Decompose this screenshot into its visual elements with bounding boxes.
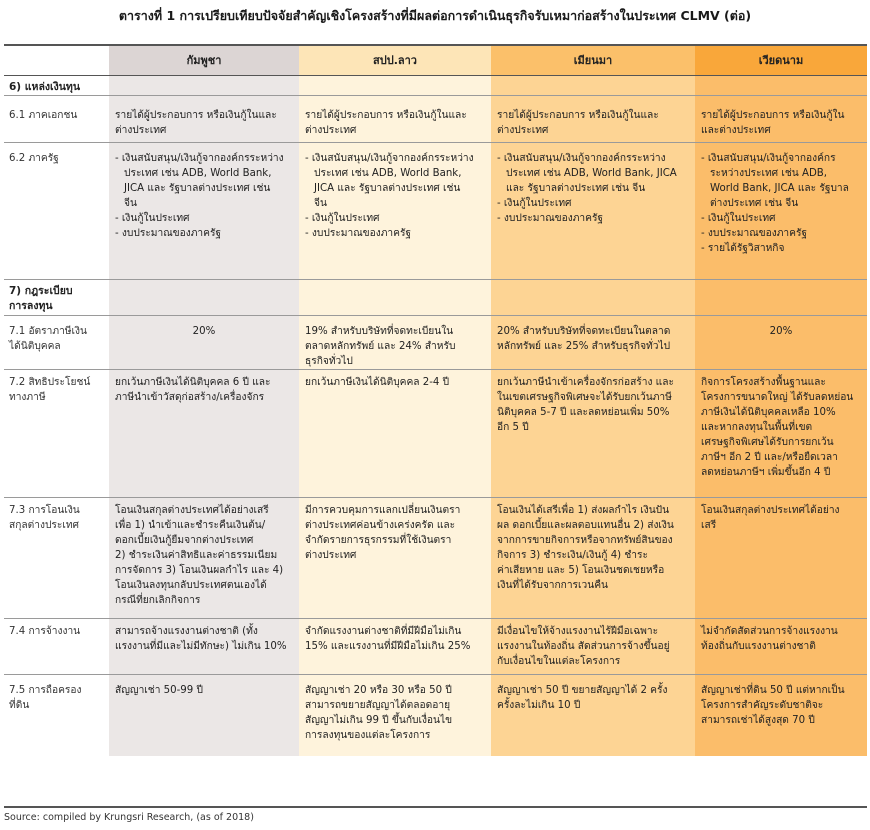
cell-text-line: เพื่อ 1) นำเข้าและชำระคืนเงินต้น/ [115,519,266,531]
cell-text-line: กับเงื่อนไขในแต่ละโครงการ [497,655,621,667]
cell-myanmar [491,95,695,142]
cell-text-line: ครั้งละไม่เกิน 10 ปี [497,699,581,711]
cell-text-line: กรณีที่ยกเลิกกิจการ [115,594,201,606]
header-myanmar: เมียนมา [491,45,695,75]
row-label-line: 7.5 การถือครอง [9,684,82,696]
cell-text-line: - เงินกู้ในประเทศ [701,212,776,224]
cell-cambodia [109,674,299,756]
table-row [4,497,867,618]
row-label-line: 7.4 การจ้างงาน [9,625,81,637]
cell-text-line: ธุรกิจทั่วไป [305,355,353,367]
cell-text-line: โครงการสำคัญระดับชาติจะ [701,699,824,711]
header-laos: สปป.ลาว [299,45,491,75]
cell-myanmar [491,497,695,618]
cell-text-line: รายได้ผู้ประกอบการ หรือเงินกู้ใน [701,109,845,121]
cell-text-line: และต่างประเทศ [701,124,771,136]
table-row [4,618,867,674]
cell-text-line: 20% [769,325,793,337]
cell-text-line: ระหว่างประเทศ เช่น ADB, [710,167,828,179]
cell-text-line: สัญญาไม่เกิน 99 ปี ขึ้นกับเงื่อนไข [305,714,453,726]
table-row [4,142,867,279]
table-header-row [4,45,867,75]
section-heading-filler [299,75,491,95]
cell-text-line: จีน [124,197,137,209]
cell-text-line: รายได้ผู้ประกอบการ หรือเงินกู้ในและ [305,109,467,121]
section-heading-filler [109,279,299,315]
cell-myanmar [491,142,695,279]
row-label-line: ได้นิติบุคคล [9,340,61,352]
header-vietnam: เวียดนาม [695,45,867,75]
section-heading-filler [695,279,867,315]
cell-text-line: ภาษีเงินได้นิติบุคคลเหลือ 10% [701,406,836,418]
cell-cambodia [109,315,299,369]
page-title: ตารางที่ 1 การเปรียบเทียบปัจจัยสำคัญเชิงโครงสร้างที่มีผลต่อการดำเนินธุรกิจรับเหมาก่อสร้างในประเทศ CLMV (ต่อ) [118,8,752,23]
cell-text-line: 2) ชำระเงินค่าสิทธิและค่าธรรมเนียม [115,549,278,561]
cell-text-line: มีการควบคุมการแลกเปลี่ยนเงินตรา [305,504,461,516]
section-heading [4,75,109,95]
cell-cambodia [109,369,299,497]
cell-text-line: และหากลงทุนในพื้นที่เขต [701,421,813,433]
cell-text-line: กิจการโครงสร้างพื้นฐานและ [701,376,826,388]
cell-text-line: แรงงานในท้องถิ่น สัดส่วนการจ้างขึ้นอยู่ [497,640,670,652]
cell-text-line: - เงินกู้ในประเทศ [497,197,572,209]
table-row [4,674,867,756]
cell-text-line: ในเขตเศรษฐกิจพิเศษจะได้รับยกเว้นภาษี [497,391,672,403]
cell-text-line: ลดหย่อนภาษีฯ เพิ่มขึ้นอีก 4 ปี [701,466,831,478]
row-label [4,142,109,279]
section-heading [4,279,109,315]
section-heading-row [4,75,867,95]
cell-text-line: ดอกเบี้ยเงินกู้ยืมจากต่างประเทศ [115,534,254,546]
cell-text-line: สัญญาเช่าที่ดิน 50 ปี แต่หากเป็น [701,684,845,696]
table-row [4,369,867,497]
section-heading-filler [299,279,491,315]
cell-text-line: ต่างประเทศ [115,124,167,136]
cell-text-line: ภาษีฯ อีก 2 ปี และ/หรือยืดเวลา [701,451,838,463]
cell-text-line: - รายได้รัฐวิสาหกิจ [701,242,785,254]
cell-cambodia [109,497,299,618]
cell-vietnam [695,315,867,369]
cell-text-line: ยกเว้นภาษีนำเข้าเครื่องจักรก่อสร้าง และ [497,376,674,388]
cell-vietnam [695,142,867,279]
cell-vietnam [695,497,867,618]
cell-text-line: - เงินสนับสนุน/เงินกู้จากองค์กรระหว่าง [497,152,666,164]
cell-text-line: สามารถจ้างแรงงานต่างชาติ (ทั้ง [115,625,258,637]
cell-text-line: ค่าเสียหาย และ 5) โอนเงินชดเชยหรือ [497,564,665,576]
cell-text-line: โอนเงินสกุลต่างประเทศได้อย่างเสรี [115,504,269,516]
row-label-line: ที่ดิน [9,699,30,711]
cell-text-line: ประเทศ เช่น ADB, World Bank, [314,167,462,179]
cell-text-line: - เงินกู้ในประเทศ [305,212,380,224]
cell-text-line: ต่างประเทศ [305,124,357,136]
row-label [4,497,109,618]
cell-text-line: JICA และ รัฐบาลต่างประเทศ เช่น [314,182,461,194]
cell-laos [299,315,491,369]
cell-text-line: มีเงื่อนไขให้จ้างแรงงานไร้ฝีมือเฉพาะ [497,625,659,637]
cell-text-line: ตลาดหลักทรัพย์ และ 24% สำหรับ [305,340,456,352]
cell-text-line: สามารถขยายสัญญาได้ตลอดอายุ [305,699,451,711]
row-label [4,618,109,674]
section-heading-filler [695,75,867,95]
cell-text-line: เศรษฐกิจพิเศษได้รับการยกเว้น [701,436,834,448]
row-label-line: 6.2 ภาครัฐ [9,152,59,164]
cell-text-line: สัญญาเช่า 50 ปี ขยายสัญญาได้ 2 ครั้ง [497,684,668,696]
header-blank [4,45,109,75]
cell-text-line: 15% และแรงงานที่มีฝีมือไม่เกิน 25% [305,640,471,652]
cell-text-line: ผล ดอกเบี้ยและผลตอบแทนอื่น 2) ส่งเงิน [497,519,674,531]
cell-laos [299,618,491,674]
cell-text-line: รายได้ผู้ประกอบการ หรือเงินกู้ในและ [115,109,277,121]
section-heading-text: 7) กฎระเบียบ [9,284,73,297]
cell-text-line: อีก 5 ปี [497,421,529,433]
cell-text-line: JICA และ รัฐบาลต่างประเทศ เช่น [124,182,271,194]
cell-text-line: ต่างประเทศ เช่น จีน [710,197,799,209]
section-heading-filler [491,279,695,315]
cell-text-line: World Bank, JICA และ รัฐบาล [710,182,849,194]
cell-laos [299,497,491,618]
cell-vietnam [695,618,867,674]
cell-text-line: จีน [314,197,327,209]
cell-vietnam [695,95,867,142]
section-heading-row [4,279,867,315]
cell-text-line: จำกัดรายการธุรกรรมที่ใช้เงินตรา [305,534,452,546]
cell-text-line: สัญญาเช่า 50-99 ปี [115,684,203,696]
cell-text-line: รายได้ผู้ประกอบการ หรือเงินกู้ในและ [497,109,659,121]
row-label [4,95,109,142]
cell-text-line: ไม่จำกัดสัดส่วนการจ้างแรงงาน [701,625,838,637]
cell-text-line: ต่างประเทศค่อนข้างเคร่งครัด และ [305,519,456,531]
cell-laos [299,142,491,279]
cell-text-line: แรงงานที่มีและไม่มีทักษะ) ไม่เกิน 10% [115,640,287,652]
cell-text-line: ต่างประเทศ [305,549,357,561]
row-label-line: ทางภาษี [9,391,46,403]
cell-text-line: จำกัดแรงงานต่างชาติที่มีฝีมือไม่เกิน [305,625,462,637]
header-cambodia: กัมพูชา [109,45,299,75]
cell-cambodia [109,618,299,674]
cell-text-line: โอนเงินสกุลต่างประเทศได้อย่าง [701,504,840,516]
cell-text-line: 20% [192,325,216,337]
row-label-line: 7.2 สิทธิประโยชน์ [9,376,91,388]
cell-text-line: 19% สำหรับบริษัทที่จดทะเบียนใน [305,325,454,337]
cell-vietnam [695,674,867,756]
cell-text-line: การจัดการ 3) โอนเงินผลกำไร และ 4) [115,564,284,576]
cell-myanmar [491,369,695,497]
cell-text-line: - งบประมาณของภาครัฐ [497,212,604,224]
table-row [4,315,867,369]
cell-text-line: ประเทศ เช่น ADB, World Bank, [124,167,272,179]
cell-text-line: การลงทุนของแต่ละโครงการ [305,729,431,741]
source-note: Source: compiled by Krungsri Research, (as of 2018) [4,812,254,823]
section-heading-text: 6) แหล่งเงินทุน [9,80,81,93]
cell-text-line: - งบประมาณของภาครัฐ [305,227,412,239]
cell-myanmar [491,618,695,674]
cell-text-line: ยกเว้นภาษีเงินได้นิติบุคคล 2-4 ปี [305,376,450,388]
cell-text-line: 20% สำหรับบริษัทที่จดทะเบียนในตลาด [497,325,671,337]
cell-text-line: ภาษีนำเข้าวัสดุก่อสร้าง/เครื่องจักร [115,391,265,403]
cell-text-line: เสรี [701,519,717,531]
cell-cambodia [109,142,299,279]
cell-text-line: สัญญาเช่า 20 หรือ 30 หรือ 50 ปี [305,684,452,696]
cell-laos [299,369,491,497]
section-heading-filler [491,75,695,95]
row-label-line: 7.1 อัตราภาษีเงิน [9,325,87,337]
cell-text-line: นิติบุคคล 5-7 ปี และลดหย่อนเพิ่ม 50% [497,406,670,418]
cell-cambodia [109,95,299,142]
row-label [4,369,109,497]
cell-text-line: ประเทศ เช่น ADB, World Bank, JICA [506,167,677,179]
cell-laos [299,95,491,142]
table-row [4,95,867,142]
section-heading-text: การลงทุน [9,299,53,312]
cell-text-line: - เงินสนับสนุน/เงินกู้จากองค์กร [701,152,836,164]
cell-text-line: โครงการขนาดใหญ่ ได้รับลดหย่อน [701,391,854,403]
row-label-line: สกุลต่างประเทศ [9,519,80,531]
row-label [4,315,109,369]
cell-text-line: เงินที่ได้รับจากการเวนคืน [497,579,608,591]
cell-text-line: ท้องถิ่นกับแรงงานต่างชาติ [701,640,816,652]
cell-myanmar [491,674,695,756]
row-label-line: 7.3 การโอนเงิน [9,504,80,516]
cell-text-line: - เงินสนับสนุน/เงินกู้จากองค์กรระหว่าง [115,152,284,164]
cell-text-line: และ รัฐบาลต่างประเทศ เช่น จีน [506,182,646,194]
cell-text-line: ต่างประเทศ [497,124,549,136]
cell-text-line: โอนเงินได้เสรีเพื่อ 1) ส่งผลกำไร เงินปัน [497,504,670,516]
cell-text-line: กิจการ 3) ชำระเงิน/เงินกู้ 4) ชำระ [497,549,648,561]
cell-text-line: - เงินสนับสนุน/เงินกู้จากองค์กรระหว่าง [305,152,474,164]
cell-text-line: - งบประมาณของภาครัฐ [115,227,222,239]
cell-vietnam [695,369,867,497]
cell-text-line: สามารถเช่าได้สูงสุด 70 ปี [701,714,815,726]
cell-text-line: จากการขายกิจการหรือจากทรัพย์สินของ [497,534,673,546]
cell-text-line: หลักทรัพย์ และ 25% สำหรับธุรกิจทั่วไป [497,340,671,352]
row-label [4,674,109,756]
cell-text-line: ยกเว้นภาษีเงินได้นิติบุคคล 6 ปี และ [115,376,271,388]
cell-text-line: - เงินกู้ในประเทศ [115,212,190,224]
row-label-line: 6.1 ภาคเอกชน [9,109,78,121]
cell-text-line: โอนเงินลงทุนกลับประเทศตนเองได้ [115,579,267,591]
cell-text-line: - งบประมาณของภาครัฐ [701,227,808,239]
section-heading-filler [109,75,299,95]
cell-myanmar [491,315,695,369]
cell-laos [299,674,491,756]
table-bottom-rule [4,806,867,808]
comparison-table [4,44,867,756]
